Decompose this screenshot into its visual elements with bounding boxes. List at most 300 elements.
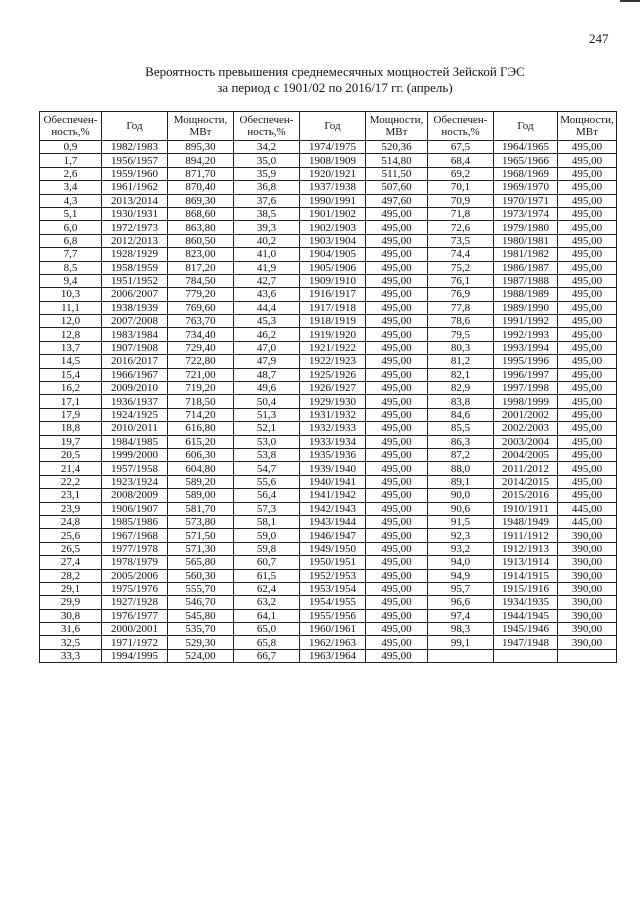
- table-cell: 2015/2016: [494, 489, 558, 502]
- table-cell: 78,6: [428, 315, 494, 328]
- table-cell: 1962/1963: [300, 636, 366, 649]
- table-cell: 495,00: [558, 154, 617, 167]
- table-cell: 495,00: [558, 355, 617, 368]
- table-cell: 495,00: [558, 475, 617, 488]
- table-cell: 1955/1956: [300, 609, 366, 622]
- table-cell: 77,8: [428, 301, 494, 314]
- table-cell: 495,00: [558, 435, 617, 448]
- table-cell: 1970/1971: [494, 194, 558, 207]
- table-cell: 495,00: [366, 462, 428, 475]
- table-cell: 1953/1954: [300, 582, 366, 595]
- table-cell: 390,00: [558, 596, 617, 609]
- table-cell: 4,3: [40, 194, 102, 207]
- table-cell: 18,8: [40, 422, 102, 435]
- table-cell: 1966/1967: [102, 368, 168, 381]
- table-cell: 1967/1968: [102, 529, 168, 542]
- table-cell: 32,5: [40, 636, 102, 649]
- table-cell: 495,00: [366, 475, 428, 488]
- title-line-1: Вероятность превышения среднемесячных мощностей Зейской ГЭС: [145, 64, 525, 79]
- table-cell: 606,30: [168, 448, 234, 461]
- table-cell: 1945/1946: [494, 623, 558, 636]
- table-row: [40, 288, 617, 301]
- table-cell: 1975/1976: [102, 582, 168, 595]
- table-cell: 495,00: [366, 515, 428, 528]
- table-cell: 1990/1991: [300, 194, 366, 207]
- table-cell: 15,4: [40, 368, 102, 381]
- table-cell: 571,30: [168, 542, 234, 555]
- table-cell: 1942/1943: [300, 502, 366, 515]
- table-cell: 495,00: [366, 609, 428, 622]
- table-cell: 1,7: [40, 154, 102, 167]
- table-cell: 495,00: [366, 341, 428, 354]
- table-row: [40, 515, 617, 528]
- table-cell: 1949/1950: [300, 542, 366, 555]
- table-cell: 19,7: [40, 435, 102, 448]
- table-cell: 1937/1938: [300, 181, 366, 194]
- table-cell: 2010/2011: [102, 422, 168, 435]
- table-row: [40, 234, 617, 247]
- table-cell: 1922/1923: [300, 355, 366, 368]
- table-cell: 495,00: [366, 448, 428, 461]
- table-cell: 1963/1964: [300, 649, 366, 662]
- table-cell: 495,00: [366, 207, 428, 220]
- table-cell: 1943/1944: [300, 515, 366, 528]
- table-cell: 1954/1955: [300, 596, 366, 609]
- table-cell: 86,3: [428, 435, 494, 448]
- table-cell: [558, 649, 617, 662]
- table-cell: 1989/1990: [494, 301, 558, 314]
- page-number: 247: [589, 31, 609, 46]
- table-cell: 763,70: [168, 315, 234, 328]
- table-cell: 495,00: [558, 368, 617, 381]
- table-cell: 88,0: [428, 462, 494, 475]
- table-cell: 1912/1913: [494, 542, 558, 555]
- table-cell: 10,3: [40, 288, 102, 301]
- header-prob-1: Обеспечен-ность,%: [40, 112, 102, 141]
- table-cell: 2006/2007: [102, 288, 168, 301]
- table-cell: 27,4: [40, 556, 102, 569]
- table-cell: 1905/1906: [300, 261, 366, 274]
- table-cell: 1996/1997: [494, 368, 558, 381]
- table-cell: 2000/2001: [102, 623, 168, 636]
- table-row: [40, 609, 617, 622]
- table-cell: 1968/1969: [494, 167, 558, 180]
- table-cell: 495,00: [366, 395, 428, 408]
- table-cell: 95,7: [428, 582, 494, 595]
- table-cell: 90,0: [428, 489, 494, 502]
- table-cell: 47,9: [234, 355, 300, 368]
- table-cell: 604,80: [168, 462, 234, 475]
- table-cell: 2003/2004: [494, 435, 558, 448]
- table-cell: 1987/1988: [494, 274, 558, 287]
- table-cell: 1941/1942: [300, 489, 366, 502]
- table-row: [40, 261, 617, 274]
- table-cell: 2012/2013: [102, 234, 168, 247]
- table-cell: 495,00: [558, 181, 617, 194]
- table-cell: 1980/1981: [494, 234, 558, 247]
- table-cell: 1961/1962: [102, 181, 168, 194]
- table-cell: 1924/1925: [102, 408, 168, 421]
- table-cell: 94,0: [428, 556, 494, 569]
- table-cell: 495,00: [558, 234, 617, 247]
- table-cell: 495,00: [558, 261, 617, 274]
- table-cell: 68,4: [428, 154, 494, 167]
- table-cell: 495,00: [366, 301, 428, 314]
- table-cell: 1958/1959: [102, 261, 168, 274]
- table-cell: 1950/1951: [300, 556, 366, 569]
- table-cell: 8,5: [40, 261, 102, 274]
- table-cell: 390,00: [558, 569, 617, 582]
- table-cell: 29,9: [40, 596, 102, 609]
- table-cell: 2008/2009: [102, 489, 168, 502]
- table-row: [40, 368, 617, 381]
- table-cell: 560,30: [168, 569, 234, 582]
- table-cell: 495,00: [366, 368, 428, 381]
- table-cell: 26,5: [40, 542, 102, 555]
- table-cell: 524,00: [168, 649, 234, 662]
- table-cell: 1984/1985: [102, 435, 168, 448]
- header-power-1: Мощности, МВт: [168, 112, 234, 141]
- table-cell: 1973/1974: [494, 207, 558, 220]
- table-cell: 1904/1905: [300, 248, 366, 261]
- table-cell: 94,9: [428, 569, 494, 582]
- table-cell: 495,00: [366, 355, 428, 368]
- table-cell: 1944/1945: [494, 609, 558, 622]
- table-cell: 1957/1958: [102, 462, 168, 475]
- table-cell: 520,36: [366, 141, 428, 154]
- table-cell: 495,00: [558, 301, 617, 314]
- table-cell: 53,0: [234, 435, 300, 448]
- table-cell: 39,3: [234, 221, 300, 234]
- table-row: [40, 582, 617, 595]
- table-cell: 495,00: [558, 395, 617, 408]
- table-cell: 41,9: [234, 261, 300, 274]
- table-cell: 2001/2002: [494, 408, 558, 421]
- table-cell: 46,2: [234, 328, 300, 341]
- table-cell: 495,00: [558, 167, 617, 180]
- table-cell: 495,00: [366, 649, 428, 662]
- table-cell: 495,00: [366, 529, 428, 542]
- table-cell: 714,20: [168, 408, 234, 421]
- table-cell: 83,8: [428, 395, 494, 408]
- table-cell: 1908/1909: [300, 154, 366, 167]
- table-cell: 90,6: [428, 502, 494, 515]
- table-cell: 17,1: [40, 395, 102, 408]
- table-cell: [494, 649, 558, 662]
- table-row: [40, 448, 617, 461]
- table-row: [40, 502, 617, 515]
- table-cell: 1906/1907: [102, 502, 168, 515]
- table-cell: 495,00: [558, 288, 617, 301]
- table-row: [40, 542, 617, 555]
- table-cell: 75,2: [428, 261, 494, 274]
- header-prob-2: Обеспечен-ность,%: [234, 112, 300, 141]
- table-cell: 495,00: [558, 315, 617, 328]
- table-cell: 70,1: [428, 181, 494, 194]
- table-cell: 43,6: [234, 288, 300, 301]
- table-cell: 1927/1928: [102, 596, 168, 609]
- table-cell: 96,6: [428, 596, 494, 609]
- table-row: [40, 154, 617, 167]
- table-cell: 495,00: [558, 194, 617, 207]
- table-cell: 495,00: [558, 382, 617, 395]
- table-cell: 529,30: [168, 636, 234, 649]
- table-cell: 445,00: [558, 502, 617, 515]
- table-cell: 99,1: [428, 636, 494, 649]
- table-cell: 59,8: [234, 542, 300, 555]
- table-cell: 2014/2015: [494, 475, 558, 488]
- table-row: [40, 382, 617, 395]
- table-cell: 80,3: [428, 341, 494, 354]
- table-cell: 11,1: [40, 301, 102, 314]
- table-cell: 495,00: [366, 261, 428, 274]
- table-cell: 589,20: [168, 475, 234, 488]
- table-cell: 495,00: [366, 502, 428, 515]
- table-cell: 1918/1919: [300, 315, 366, 328]
- table-row: [40, 395, 617, 408]
- table-cell: 23,9: [40, 502, 102, 515]
- table-cell: 41,0: [234, 248, 300, 261]
- table-cell: 495,00: [366, 542, 428, 555]
- table-cell: 31,6: [40, 623, 102, 636]
- table-cell: 2007/2008: [102, 315, 168, 328]
- table-cell: 2005/2006: [102, 569, 168, 582]
- table-cell: 12,8: [40, 328, 102, 341]
- table-cell: 98,3: [428, 623, 494, 636]
- table-cell: 1983/1984: [102, 328, 168, 341]
- table-cell: 495,00: [366, 582, 428, 595]
- table-row: [40, 341, 617, 354]
- table-row: [40, 569, 617, 582]
- table-cell: 390,00: [558, 542, 617, 555]
- table-cell: 495,00: [366, 596, 428, 609]
- table-cell: 860,50: [168, 234, 234, 247]
- table-cell: 784,50: [168, 274, 234, 287]
- table-cell: 48,7: [234, 368, 300, 381]
- table-cell: 1982/1983: [102, 141, 168, 154]
- table-cell: 390,00: [558, 623, 617, 636]
- table-cell: 1911/1912: [494, 529, 558, 542]
- table-row: [40, 315, 617, 328]
- table-cell: 1986/1987: [494, 261, 558, 274]
- table-cell: 28,2: [40, 569, 102, 582]
- table-cell: 3,4: [40, 181, 102, 194]
- header-power-3: Мощности, МВт: [558, 112, 617, 141]
- table-cell: 894,20: [168, 154, 234, 167]
- table-cell: 40,2: [234, 234, 300, 247]
- table-cell: 51,3: [234, 408, 300, 421]
- table-cell: 66,7: [234, 649, 300, 662]
- table-cell: 64,1: [234, 609, 300, 622]
- table-cell: 589,00: [168, 489, 234, 502]
- table-cell: 863,80: [168, 221, 234, 234]
- table-row: [40, 475, 617, 488]
- table-cell: 495,00: [558, 141, 617, 154]
- table-cell: 47,0: [234, 341, 300, 354]
- table-cell: 1964/1965: [494, 141, 558, 154]
- table-cell: 59,0: [234, 529, 300, 542]
- table-cell: 514,80: [366, 154, 428, 167]
- table-cell: 779,20: [168, 288, 234, 301]
- table-cell: 1992/1993: [494, 328, 558, 341]
- table-cell: 2013/2014: [102, 194, 168, 207]
- table-cell: 12,0: [40, 315, 102, 328]
- table-cell: 546,70: [168, 596, 234, 609]
- table-cell: 390,00: [558, 529, 617, 542]
- table-row: [40, 596, 617, 609]
- table-cell: 1907/1908: [102, 341, 168, 354]
- table-cell: 445,00: [558, 515, 617, 528]
- table-cell: 1988/1989: [494, 288, 558, 301]
- table-cell: 74,4: [428, 248, 494, 261]
- table-cell: 93,2: [428, 542, 494, 555]
- title-line-2: за период с 1901/02 по 2016/17 гг. (апрель): [217, 80, 453, 95]
- page-title: [40, 64, 630, 96]
- table-cell: 1930/1931: [102, 207, 168, 220]
- table-cell: 722,80: [168, 355, 234, 368]
- table-cell: 495,00: [558, 422, 617, 435]
- table-cell: 817,20: [168, 261, 234, 274]
- table-cell: 495,00: [366, 489, 428, 502]
- table-cell: 1971/1972: [102, 636, 168, 649]
- table-cell: 1959/1960: [102, 167, 168, 180]
- table-cell: 57,3: [234, 502, 300, 515]
- table-cell: 734,40: [168, 328, 234, 341]
- table-cell: 495,00: [558, 408, 617, 421]
- table-cell: 61,5: [234, 569, 300, 582]
- table-cell: 823,00: [168, 248, 234, 261]
- table-cell: 76,9: [428, 288, 494, 301]
- table-cell: 62,4: [234, 582, 300, 595]
- table-cell: 92,3: [428, 529, 494, 542]
- table-cell: 511,50: [366, 167, 428, 180]
- table-cell: 1933/1934: [300, 435, 366, 448]
- table-cell: 497,60: [366, 194, 428, 207]
- table-cell: 495,00: [558, 341, 617, 354]
- table-cell: 53,8: [234, 448, 300, 461]
- table-cell: 1997/1998: [494, 382, 558, 395]
- table-cell: 495,00: [366, 234, 428, 247]
- table-cell: 495,00: [366, 288, 428, 301]
- table-cell: 63,2: [234, 596, 300, 609]
- table-cell: 565,80: [168, 556, 234, 569]
- table-cell: 34,2: [234, 141, 300, 154]
- table-cell: 71,8: [428, 207, 494, 220]
- table-cell: 571,50: [168, 529, 234, 542]
- table-cell: 1947/1948: [494, 636, 558, 649]
- table-cell: 507,60: [366, 181, 428, 194]
- table-cell: 495,00: [558, 248, 617, 261]
- table-cell: 1940/1941: [300, 475, 366, 488]
- probability-table: [39, 111, 617, 663]
- table-cell: 49,6: [234, 382, 300, 395]
- table-cell: 495,00: [366, 556, 428, 569]
- table-cell: 390,00: [558, 636, 617, 649]
- table-cell: 1913/1914: [494, 556, 558, 569]
- table-cell: 495,00: [366, 315, 428, 328]
- table-cell: 69,2: [428, 167, 494, 180]
- table-cell: 85,5: [428, 422, 494, 435]
- table-cell: 1903/1904: [300, 234, 366, 247]
- table-cell: 729,40: [168, 341, 234, 354]
- table-cell: 23,1: [40, 489, 102, 502]
- table-cell: 1991/1992: [494, 315, 558, 328]
- table-row: [40, 301, 617, 314]
- table-row: [40, 207, 617, 220]
- table-cell: 769,60: [168, 301, 234, 314]
- table-cell: 70,9: [428, 194, 494, 207]
- table-cell: 2002/2003: [494, 422, 558, 435]
- table-cell: 67,5: [428, 141, 494, 154]
- table-cell: 390,00: [558, 609, 617, 622]
- table-cell: 2,6: [40, 167, 102, 180]
- table-row: [40, 181, 617, 194]
- table-cell: 495,00: [366, 382, 428, 395]
- table-cell: 76,1: [428, 274, 494, 287]
- table-cell: 1939/1940: [300, 462, 366, 475]
- table-cell: 868,60: [168, 207, 234, 220]
- table-cell: 24,8: [40, 515, 102, 528]
- table-cell: 495,00: [558, 489, 617, 502]
- table-cell: 495,00: [366, 408, 428, 421]
- table-row: [40, 422, 617, 435]
- table-row: [40, 462, 617, 475]
- table-cell: 1914/1915: [494, 569, 558, 582]
- table-cell: 555,70: [168, 582, 234, 595]
- table-cell: 2016/2017: [102, 355, 168, 368]
- table-cell: 73,5: [428, 234, 494, 247]
- table-cell: 58,1: [234, 515, 300, 528]
- table-cell: 1948/1949: [494, 515, 558, 528]
- table-row: [40, 355, 617, 368]
- table-cell: 20,5: [40, 448, 102, 461]
- table-cell: 495,00: [366, 328, 428, 341]
- table-cell: 0,9: [40, 141, 102, 154]
- table-cell: 14,5: [40, 355, 102, 368]
- table-cell: 495,00: [558, 448, 617, 461]
- table-row: [40, 408, 617, 421]
- table-cell: 33,3: [40, 649, 102, 662]
- header-year-3: Год: [494, 112, 558, 141]
- table-cell: 37,6: [234, 194, 300, 207]
- table-cell: 495,00: [558, 221, 617, 234]
- table-cell: 495,00: [558, 274, 617, 287]
- table-cell: 1936/1937: [102, 395, 168, 408]
- table-cell: 1994/1995: [102, 649, 168, 662]
- table-cell: 616,80: [168, 422, 234, 435]
- table-cell: 495,00: [366, 636, 428, 649]
- table-cell: 44,4: [234, 301, 300, 314]
- table-cell: 1932/1933: [300, 422, 366, 435]
- table-cell: 495,00: [366, 623, 428, 636]
- table-cell: 1995/1996: [494, 355, 558, 368]
- table-cell: 52,1: [234, 422, 300, 435]
- table-cell: 1902/1903: [300, 221, 366, 234]
- table-cell: 38,5: [234, 207, 300, 220]
- table-cell: 718,50: [168, 395, 234, 408]
- table-cell: 869,30: [168, 194, 234, 207]
- table-cell: 16,2: [40, 382, 102, 395]
- table-cell: 1916/1917: [300, 288, 366, 301]
- header-year-2: Год: [300, 112, 366, 141]
- table-cell: 1946/1947: [300, 529, 366, 542]
- table-cell: 87,2: [428, 448, 494, 461]
- table-cell: 573,80: [168, 515, 234, 528]
- scan-edge-mark: [620, 0, 640, 2]
- table-row: [40, 328, 617, 341]
- table-cell: 56,4: [234, 489, 300, 502]
- table-cell: 1919/1920: [300, 328, 366, 341]
